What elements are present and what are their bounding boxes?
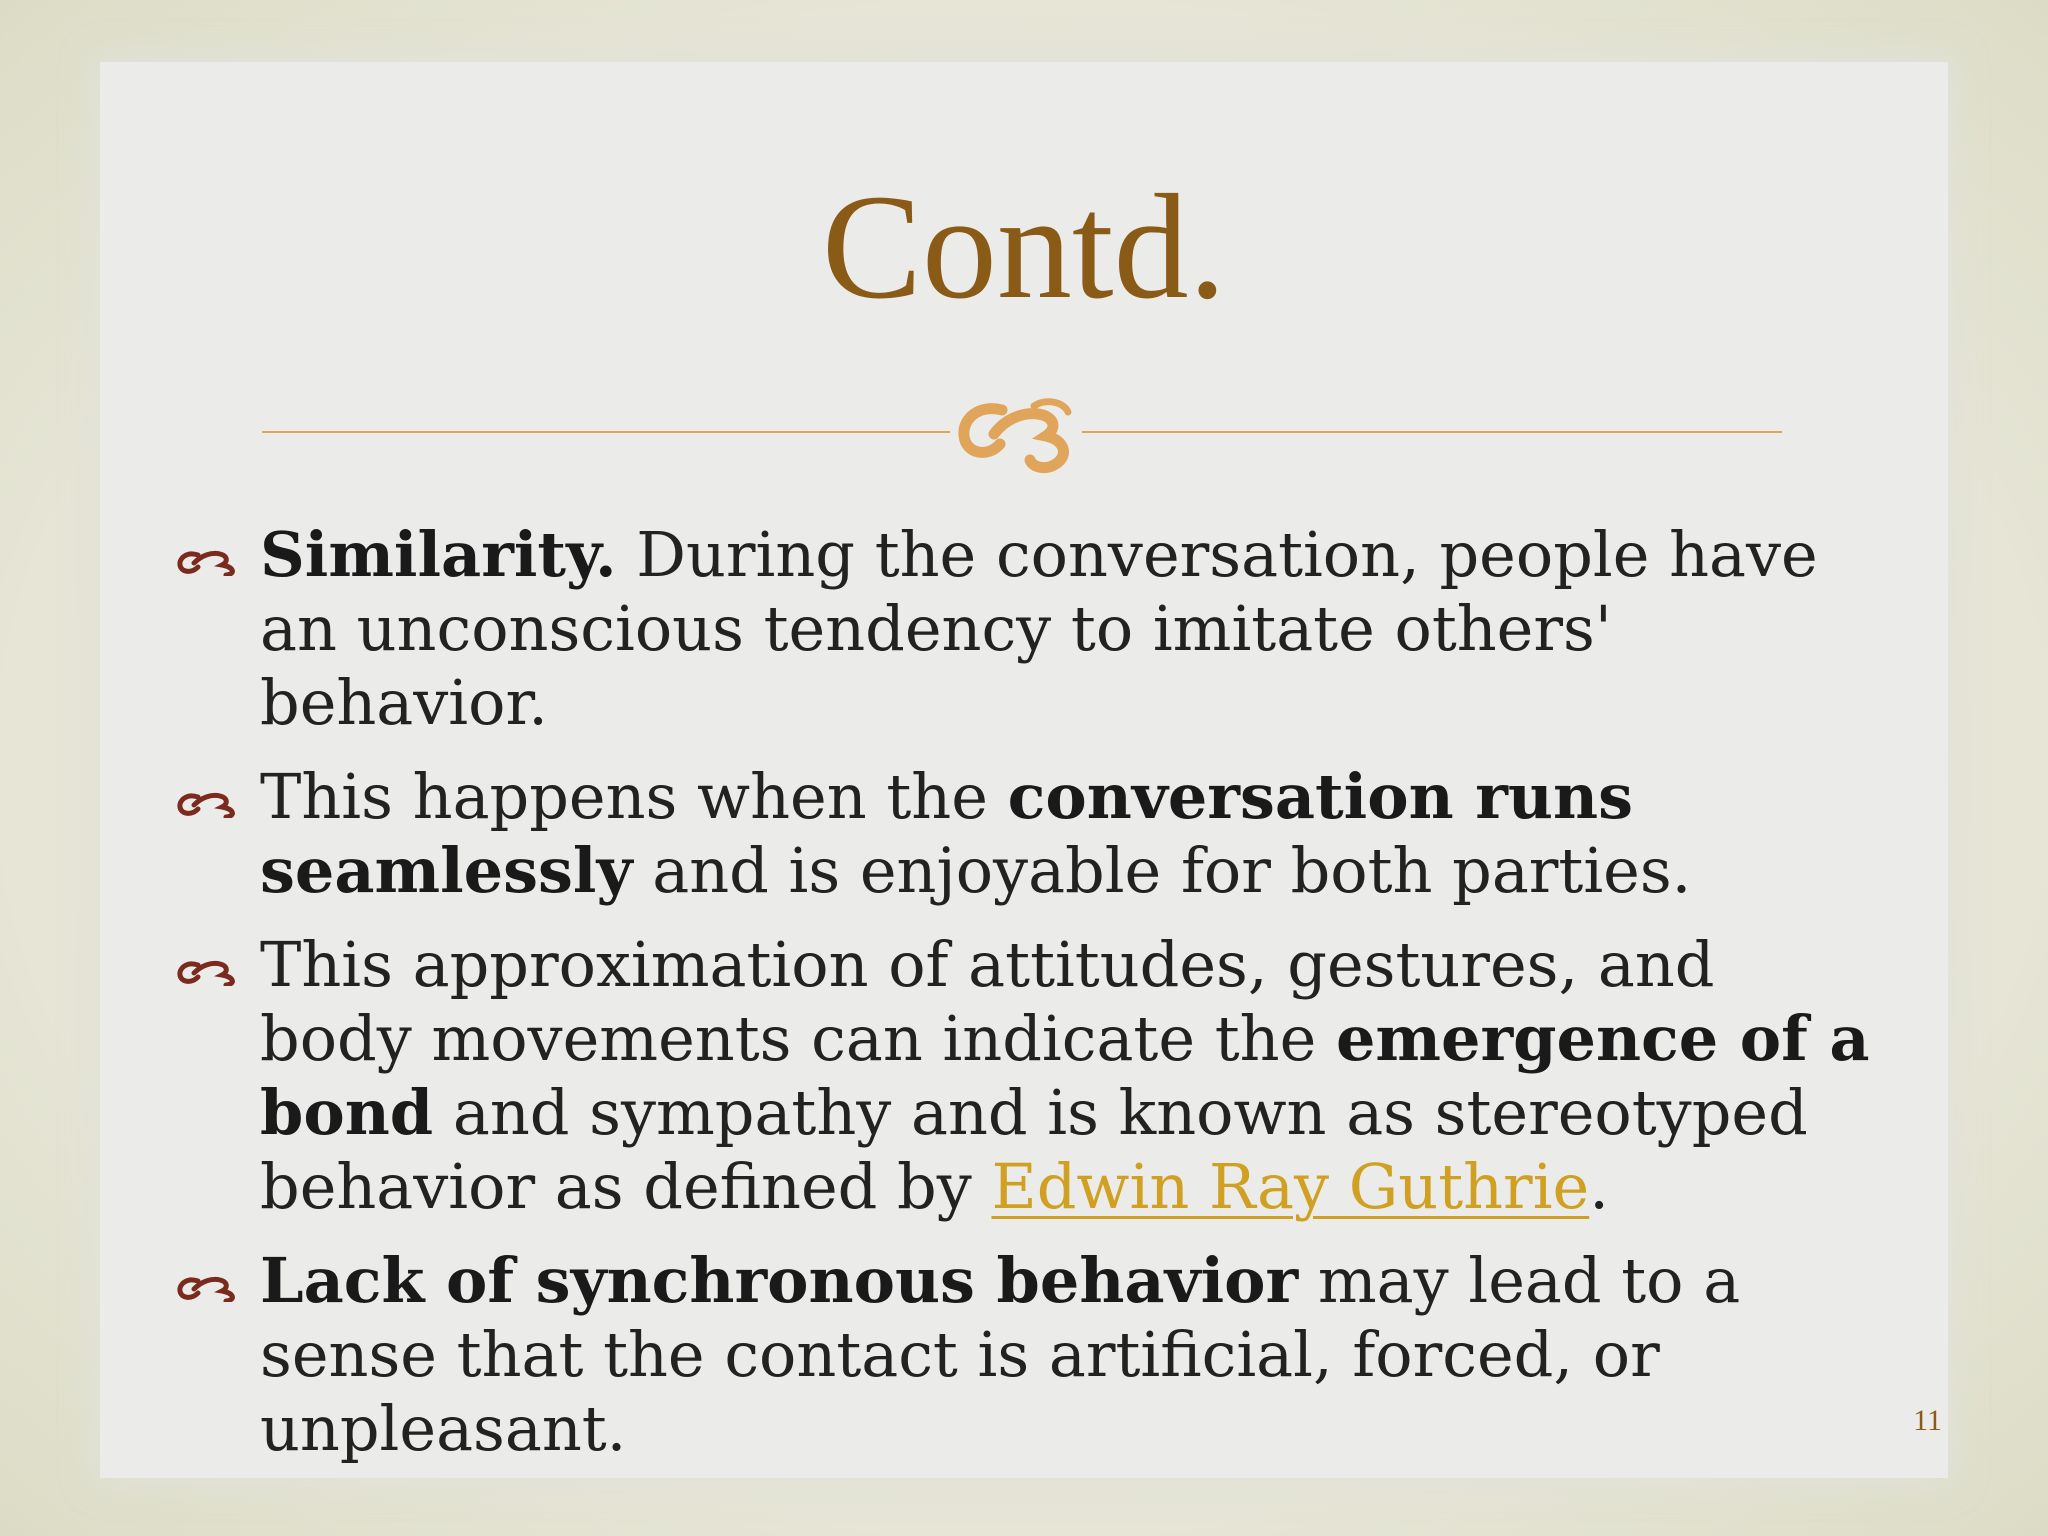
list-item (176, 928, 1876, 1224)
bullet-text: and is enjoyable for both parties. (632, 834, 1692, 907)
divider-line-left (262, 431, 950, 433)
bullet-bold-text: conversation runs seamlessly (260, 760, 1633, 907)
page-number: 11 (1913, 1404, 1942, 1437)
flourish-ornament-icon (954, 396, 1082, 476)
bullet-text: may lead to a sense that the contact is artificial, forced, or unpleasant. (260, 1244, 1741, 1465)
bullet-bold-text: Lack of synchronous behavior (260, 1244, 1299, 1317)
bullet-text: and sympathy and is known as stereotyped behavior as defined by (260, 1076, 1808, 1223)
bullet-bold-text: emergence of a bond (260, 1002, 1870, 1149)
list-item (176, 1244, 1876, 1466)
guthrie-link[interactable]: Edwin Ray Guthrie (991, 1150, 1590, 1223)
list-item (176, 518, 1876, 740)
divider-line-right (1082, 431, 1782, 433)
slide-title: Contd. (821, 164, 1227, 330)
list-item (176, 760, 1876, 908)
flourish-bullet-icon (176, 958, 242, 986)
bullet-text: This happens when the (260, 760, 1008, 833)
bullet-text: This approximation of attitudes, gestures, and body movements can indicate the (260, 928, 1715, 1075)
bullet-text: During the conversation, people have an unconscious tendency to imitate others' behavior. (260, 518, 1818, 739)
title-divider (262, 418, 1782, 518)
bullet-list (176, 518, 1876, 1486)
flourish-bullet-icon (176, 548, 242, 576)
bullet-text: . (1589, 1150, 1609, 1223)
flourish-bullet-icon (176, 1274, 242, 1302)
flourish-bullet-icon (176, 790, 242, 818)
bullet-bold-text: Similarity. (260, 518, 617, 591)
